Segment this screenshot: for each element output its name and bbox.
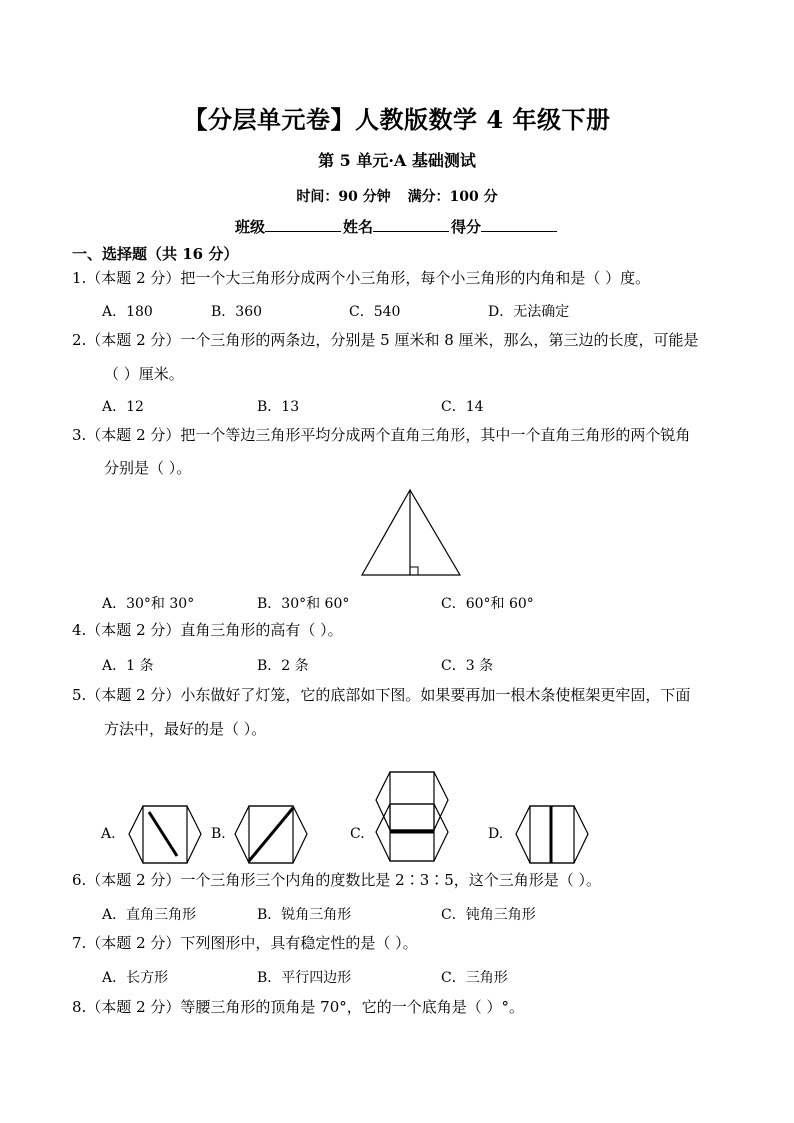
question-4: 4.（本题 2 分）直角三角形的高有（ ）。 (72, 621, 343, 639)
exam-info (0, 186, 794, 206)
q5-figure-a[interactable] (127, 804, 203, 866)
q7-option-c[interactable]: C．三角形 (441, 970, 508, 986)
q1-option-a[interactable]: A．180 (102, 304, 153, 320)
triangle-outline (362, 490, 460, 575)
q4-option-b[interactable]: B．2 条 (257, 658, 309, 674)
question-3-cont: 分别是（ ）。 (104, 459, 192, 477)
question-6: 6.（本题 2 分）一个三角形三个内角的度数比是 2∶3∶5，这个三角形是（ ）。 (72, 871, 602, 889)
q2-option-a[interactable]: A．12 (102, 399, 144, 415)
q7-option-a[interactable]: A．长方形 (102, 970, 169, 986)
question-5: 5.（本题 2 分）小东做好了灯笼，它的底部如下图。如果要再加一根木条使框架更牢固，下面 (72, 686, 691, 704)
full-score: 满分：100 分 (407, 189, 498, 205)
q1-option-c[interactable]: C．540 (349, 304, 401, 320)
q5-option-c[interactable]: C. (350, 826, 365, 842)
q4-option-a[interactable]: A．1 条 (102, 658, 154, 674)
q3-option-a[interactable]: A．30°和 30° (102, 596, 195, 612)
q5-option-a[interactable]: A. (101, 826, 116, 842)
question-1: 1.（本题 2 分）把一个大三角形分成两个小三角形，每个小三角形的内角和是（ ）度。 (72, 269, 651, 287)
q1-option-d[interactable]: D．无法确定 (488, 304, 570, 320)
q5-figure-d[interactable] (514, 804, 590, 866)
question-8: 8.（本题 2 分）等腰三角形的顶角是 70°，它的一个底角是（ ）°。 (72, 998, 525, 1016)
question-2: 2.（本题 2 分）一个三角形的两条边，分别是 5 厘米和 8 厘米，那么，第三边的长度，可能是 (72, 331, 699, 349)
q5-option-b[interactable]: B. (211, 826, 226, 842)
page-subtitle: 第 5 单元·A 基础测试 (318, 151, 476, 170)
equilateral-triangle-figure (360, 488, 464, 578)
q6-option-a[interactable]: A．直角三角形 (102, 907, 197, 923)
class-field[interactable] (265, 217, 341, 232)
question-7: 7.（本题 2 分）下列图形中，具有稳定性的是（ ）。 (72, 934, 418, 952)
section-title: 一、选择题（共 16 分） (72, 245, 239, 263)
q3-option-c[interactable]: C．60°和 60° (441, 596, 534, 612)
class-label: 班级 (234, 218, 265, 236)
name-field[interactable] (373, 217, 449, 232)
q6-option-b[interactable]: B．锐角三角形 (257, 907, 352, 923)
student-fields (0, 216, 794, 237)
q1-option-b[interactable]: B．360 (211, 304, 263, 320)
time-limit: 时间：90 分钟 (296, 189, 391, 205)
q6-option-c[interactable]: C．钝角三角形 (441, 907, 536, 923)
q2-option-b[interactable]: B．13 (257, 399, 300, 415)
score-label: 得分 (451, 218, 482, 236)
q5-option-d[interactable]: D. (488, 826, 504, 842)
question-5-cont: 方法中，最好的是（ ）。 (104, 720, 267, 738)
q3-option-b[interactable]: B．30°和 60° (257, 596, 350, 612)
right-angle-mark (410, 567, 418, 575)
q7-option-b[interactable]: B．平行四边形 (257, 970, 352, 986)
page-title: 【分层单元卷】人教版数学 4 年级下册 (183, 105, 611, 134)
score-field[interactable] (481, 217, 557, 232)
q5-figure-b[interactable] (233, 804, 309, 866)
q5-figure-c[interactable] (374, 802, 450, 864)
question-3: 3.（本题 2 分）把一个等边三角形平均分成两个直角三角形，其中一个直角三角形的两个锐角 (72, 426, 691, 444)
q4-option-c[interactable]: C．3 条 (441, 658, 494, 674)
q2-option-c[interactable]: C．14 (441, 399, 484, 415)
question-2-cont: （ ）厘米。 (104, 365, 184, 383)
name-label: 姓名 (342, 218, 373, 236)
